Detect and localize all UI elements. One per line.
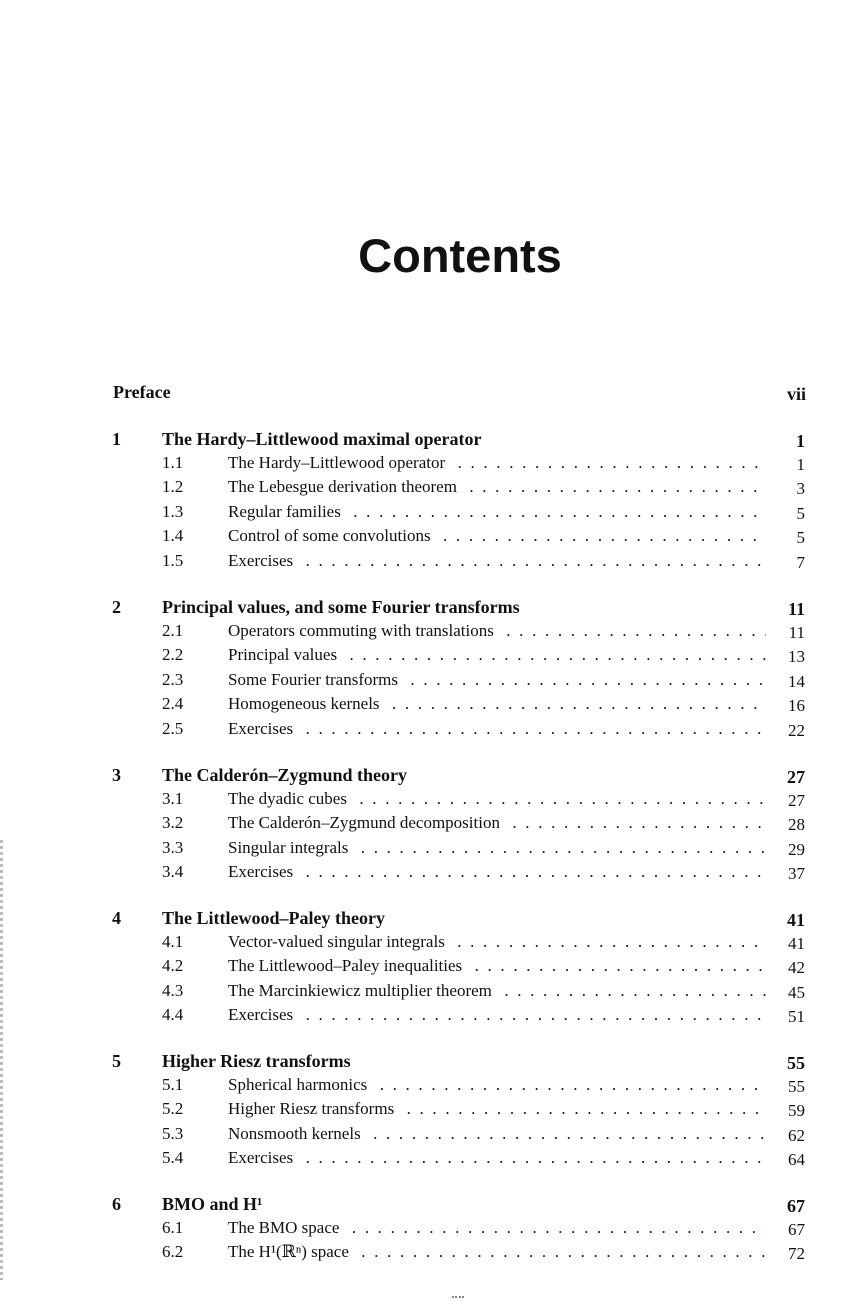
section-page: 41 xyxy=(788,934,805,953)
section-entry[interactable] xyxy=(0,932,850,956)
section-title: Spherical harmonics xyxy=(228,1075,373,1094)
section-number: 5.3 xyxy=(162,1123,184,1143)
section-title: The BMO space xyxy=(228,1218,345,1237)
section-entry[interactable] xyxy=(0,1075,850,1099)
chapter-page: 1 xyxy=(796,431,805,451)
section-leader xyxy=(228,1148,766,1168)
chapter-title: Principal values, and some Fourier transforms xyxy=(162,597,520,617)
section-title: Homogeneous kernels xyxy=(228,694,386,713)
section-leader xyxy=(228,719,766,739)
section-page: 14 xyxy=(788,671,805,691)
chapter-heading[interactable] xyxy=(0,765,850,789)
section-entry[interactable] xyxy=(0,526,850,550)
chapter-1 xyxy=(0,429,850,575)
section-leader xyxy=(228,621,766,641)
section-leader xyxy=(228,551,766,571)
section-page: 55 xyxy=(788,1077,805,1096)
chapter-number: 5 xyxy=(112,1051,121,1071)
section-entry[interactable] xyxy=(0,621,850,645)
section-number: 6.2 xyxy=(162,1242,184,1262)
section-leader xyxy=(228,956,766,976)
section-page: 29 xyxy=(788,839,805,859)
chapter-title: The Littlewood–Paley theory xyxy=(162,908,385,928)
section-title: The Littlewood–Paley inequalities xyxy=(228,956,468,975)
section-number: 3.3 xyxy=(162,837,184,857)
section-leader xyxy=(228,645,766,665)
section-leader xyxy=(228,813,766,833)
section-leader xyxy=(228,789,766,809)
section-entry[interactable] xyxy=(0,551,850,575)
scan-edge-mark xyxy=(0,840,3,1280)
section-page: 1 xyxy=(796,455,805,474)
section-page: 27 xyxy=(788,791,805,810)
chapter-page: 55 xyxy=(787,1053,805,1073)
section-entry[interactable] xyxy=(0,1218,850,1242)
chapter-title: Higher Riesz transforms xyxy=(162,1051,351,1071)
section-number: 2.1 xyxy=(162,621,184,640)
section-leader xyxy=(228,1242,766,1262)
section-title: Nonsmooth kernels xyxy=(228,1124,367,1143)
section-leader xyxy=(228,1075,766,1095)
section-number: 3.1 xyxy=(162,789,184,808)
section-number: 1.2 xyxy=(162,477,184,497)
section-leader xyxy=(228,932,766,952)
section-page: 5 xyxy=(796,503,805,523)
section-page: 13 xyxy=(788,647,805,667)
section-page: 72 xyxy=(788,1244,805,1264)
chapter-heading[interactable] xyxy=(0,1051,850,1075)
section-leader xyxy=(228,477,766,497)
section-number: 3.4 xyxy=(162,862,184,882)
section-leader xyxy=(228,1124,766,1144)
section-number: 4.4 xyxy=(162,1005,184,1025)
chapter-heading[interactable] xyxy=(0,908,850,932)
section-page: 67 xyxy=(788,1220,805,1239)
section-entry[interactable] xyxy=(0,981,850,1005)
chapter-heading[interactable] xyxy=(0,1194,850,1218)
chapter-5 xyxy=(0,1051,850,1173)
section-leader xyxy=(228,862,766,882)
section-title: Exercises xyxy=(228,1005,299,1024)
section-entry[interactable] xyxy=(0,956,850,980)
section-title: The dyadic cubes xyxy=(228,789,353,808)
section-entry[interactable] xyxy=(0,813,850,837)
section-entry[interactable] xyxy=(0,670,850,694)
section-entry[interactable] xyxy=(0,1242,850,1266)
section-entry[interactable] xyxy=(0,453,850,477)
section-title: Some Fourier transforms xyxy=(228,670,404,689)
preface-title: Preface xyxy=(113,382,171,402)
section-page: 16 xyxy=(788,696,805,716)
toc-preface-entry[interactable] xyxy=(113,382,806,406)
section-entry[interactable] xyxy=(0,1099,850,1123)
section-title: The H¹(ℝⁿ) space xyxy=(228,1242,355,1261)
section-number: 2.2 xyxy=(162,645,184,665)
section-title: Singular integrals xyxy=(228,838,354,857)
section-leader xyxy=(228,1005,766,1025)
section-page: 51 xyxy=(788,1007,805,1027)
section-title: Control of some convolutions xyxy=(228,526,437,545)
section-number: 2.5 xyxy=(162,718,184,738)
section-entry[interactable] xyxy=(0,789,850,813)
chapter-title: The Calderón–Zygmund theory xyxy=(162,765,408,785)
section-entry[interactable] xyxy=(0,477,850,501)
section-leader xyxy=(228,670,766,690)
section-entry[interactable] xyxy=(0,838,850,862)
section-title: The Calderón–Zygmund decomposition xyxy=(228,813,506,832)
section-entry[interactable] xyxy=(0,719,850,743)
section-leader xyxy=(228,502,766,522)
page-number-mark xyxy=(452,1296,464,1301)
section-entry[interactable] xyxy=(0,502,850,526)
section-page: 7 xyxy=(796,552,805,572)
section-number: 4.2 xyxy=(162,956,184,976)
section-title: Exercises xyxy=(228,551,299,570)
section-page: 22 xyxy=(788,720,805,740)
chapter-title: BMO and H¹ xyxy=(162,1194,263,1214)
chapter-title: The Hardy–Littlewood maximal operator xyxy=(162,429,482,449)
section-title: Exercises xyxy=(228,1148,299,1167)
section-entry[interactable] xyxy=(0,1124,850,1148)
section-number: 2.4 xyxy=(162,694,184,714)
section-page: 62 xyxy=(788,1125,805,1145)
section-number: 1.1 xyxy=(162,453,184,472)
section-number: 1.3 xyxy=(162,501,184,521)
section-number: 5.4 xyxy=(162,1148,184,1168)
section-leader xyxy=(228,981,766,1001)
section-number: 3.2 xyxy=(162,813,184,833)
section-leader xyxy=(228,526,766,546)
section-page: 5 xyxy=(796,528,805,548)
section-title: Exercises xyxy=(228,862,299,881)
section-entry[interactable] xyxy=(0,1148,850,1172)
section-entry[interactable] xyxy=(0,645,850,669)
section-page: 28 xyxy=(788,815,805,835)
chapter-number: 2 xyxy=(112,597,121,617)
section-number: 4.3 xyxy=(162,980,184,1000)
section-number: 6.1 xyxy=(162,1218,184,1237)
section-leader xyxy=(228,1218,766,1238)
section-title: The Lebesgue derivation theorem xyxy=(228,477,463,496)
section-title: Higher Riesz transforms xyxy=(228,1099,400,1118)
chapter-number: 4 xyxy=(112,908,121,928)
section-number: 1.4 xyxy=(162,526,184,546)
chapter-4 xyxy=(0,908,850,1030)
section-entry[interactable] xyxy=(0,694,850,718)
section-page: 59 xyxy=(788,1101,805,1121)
preface-page: vii xyxy=(786,384,806,404)
page-title: Contents xyxy=(358,229,562,282)
section-page: 45 xyxy=(788,982,805,1002)
chapter-page: 11 xyxy=(787,599,805,619)
section-entry[interactable] xyxy=(0,862,850,886)
chapter-page: 67 xyxy=(787,1196,805,1216)
section-number: 5.1 xyxy=(162,1075,184,1094)
section-title: Principal values xyxy=(228,645,343,664)
chapter-number: 3 xyxy=(112,765,121,785)
section-leader xyxy=(228,1099,766,1119)
section-title: Vector-valued singular integrals xyxy=(228,932,451,951)
section-number: 5.2 xyxy=(162,1099,184,1119)
chapter-6 xyxy=(0,1194,850,1267)
section-leader xyxy=(228,453,766,473)
section-number: 2.3 xyxy=(162,669,184,689)
chapter-3 xyxy=(0,765,850,887)
section-title: The Hardy–Littlewood operator xyxy=(228,453,451,472)
chapter-heading[interactable] xyxy=(0,429,850,453)
section-leader xyxy=(228,694,766,714)
chapter-number: 6 xyxy=(112,1194,121,1214)
chapter-2 xyxy=(0,597,850,743)
section-leader xyxy=(228,838,766,858)
section-page: 11 xyxy=(788,623,805,642)
section-page: 3 xyxy=(796,479,805,499)
section-page: 42 xyxy=(788,958,805,978)
section-number: 1.5 xyxy=(162,550,184,570)
section-title: Regular families xyxy=(228,502,347,521)
section-title: Operators commuting with translations xyxy=(228,621,500,640)
chapter-page: 27 xyxy=(787,767,805,787)
chapter-heading[interactable] xyxy=(0,597,850,621)
section-title: Exercises xyxy=(228,719,299,738)
section-page: 64 xyxy=(788,1150,805,1170)
section-number: 4.1 xyxy=(162,932,184,951)
section-page: 37 xyxy=(788,864,805,884)
chapter-page: 41 xyxy=(787,910,805,930)
section-title: The Marcinkiewicz multiplier theorem xyxy=(228,981,498,1000)
chapter-number: 1 xyxy=(112,429,121,449)
section-entry[interactable] xyxy=(0,1005,850,1029)
